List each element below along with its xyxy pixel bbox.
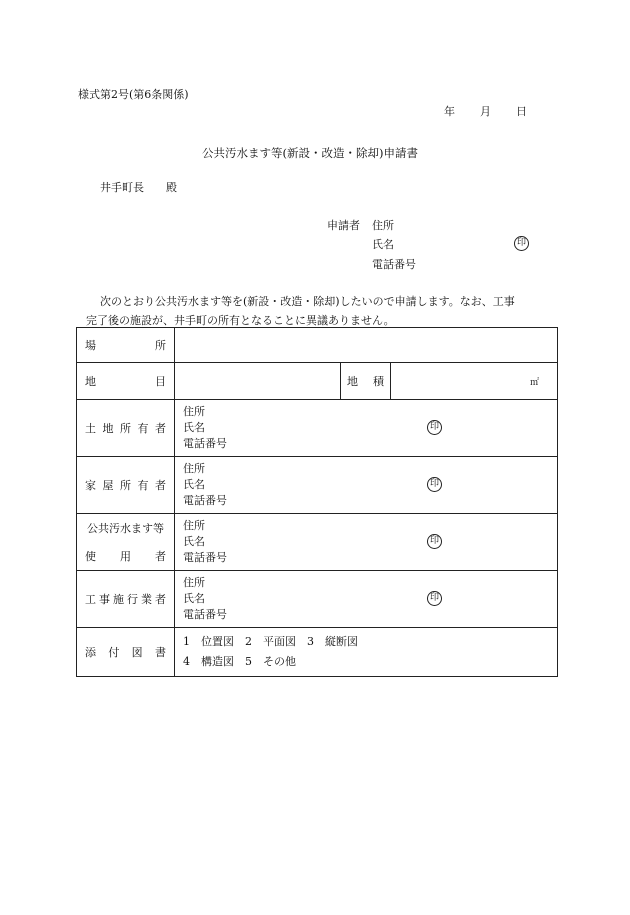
- land-owner-field[interactable]: [175, 400, 558, 457]
- row-chimoku: [77, 363, 558, 400]
- land-owner-name-label: 氏名: [183, 421, 205, 434]
- row-user: [77, 514, 558, 571]
- attachments-line-1: 1 位置図 2 平面図 3 縦断図: [183, 635, 358, 648]
- contractor-phone-label: 電話番号: [183, 608, 227, 621]
- house-owner-seal-icon: 印: [427, 477, 442, 492]
- contractor-label: 工 事 施 行 業 者: [77, 571, 175, 628]
- date-year: 年: [444, 105, 455, 118]
- attachments-label: 添 付 図 書: [77, 628, 175, 677]
- land-owner-phone-label: 電話番号: [183, 437, 227, 450]
- row-attachments: [77, 628, 558, 677]
- date-day: 日: [516, 105, 527, 118]
- user-phone-label: 電話番号: [183, 551, 227, 564]
- row-contractor: [77, 571, 558, 628]
- user-name-label: 氏名: [183, 535, 205, 548]
- land-owner-address-label: 住所: [183, 405, 205, 418]
- user-label-line-1: 公共汚水ます等: [87, 522, 164, 535]
- date-month: 月: [480, 105, 491, 118]
- area-label: 地 積: [341, 363, 391, 400]
- applicant-phone-label: 電話番号: [372, 258, 416, 271]
- user-address-label: 住所: [183, 519, 205, 532]
- house-owner-label: 家 屋 所 有 者: [77, 457, 175, 514]
- location-label: 場 所: [77, 328, 175, 363]
- document-title: 公共汚水ます等(新設・改造・除却)申請書: [202, 146, 418, 160]
- body-text-line-2: 完了後の施設が、井手町の所有となることに異議ありません。: [86, 314, 395, 327]
- form-number: 様式第2号(第6条関係): [78, 88, 189, 101]
- applicant-label: 申請者: [327, 219, 360, 232]
- row-land-owner: [77, 400, 558, 457]
- attachments-line-2: 4 構造図 5 その他: [183, 655, 296, 668]
- chimoku-field[interactable]: [175, 363, 341, 400]
- applicant-address-label: 住所: [372, 219, 394, 232]
- user-field[interactable]: [175, 514, 558, 571]
- area-field[interactable]: [391, 363, 558, 400]
- applicant-seal-icon: 印: [514, 236, 529, 251]
- location-field[interactable]: [175, 328, 558, 363]
- body-text-line-1: 次のとおり公共汚水ます等を(新設・改造・除却)したいので申請します。なお、工事: [100, 295, 515, 308]
- land-owner-label: 土 地 所 有 者: [77, 400, 175, 457]
- application-table: [76, 327, 558, 677]
- applicant-name-label: 氏名: [372, 238, 394, 251]
- attachments-field[interactable]: [175, 628, 558, 677]
- land-owner-seal-icon: 印: [427, 420, 442, 435]
- row-location: [77, 328, 558, 363]
- house-owner-field[interactable]: [175, 457, 558, 514]
- chimoku-label: 地 目: [77, 363, 175, 400]
- area-unit: ㎡: [530, 377, 540, 388]
- house-owner-phone-label: 電話番号: [183, 494, 227, 507]
- user-label-line-2: 使 用 者: [85, 550, 166, 563]
- contractor-address-label: 住所: [183, 576, 205, 589]
- house-owner-name-label: 氏名: [183, 478, 205, 491]
- contractor-field[interactable]: [175, 571, 558, 628]
- contractor-name-label: 氏名: [183, 592, 205, 605]
- contractor-seal-icon: 印: [427, 591, 442, 606]
- house-owner-address-label: 住所: [183, 462, 205, 475]
- user-seal-icon: 印: [427, 534, 442, 549]
- row-house-owner: [77, 457, 558, 514]
- user-label: [77, 514, 175, 571]
- addressee: 井手町長 殿: [100, 181, 177, 194]
